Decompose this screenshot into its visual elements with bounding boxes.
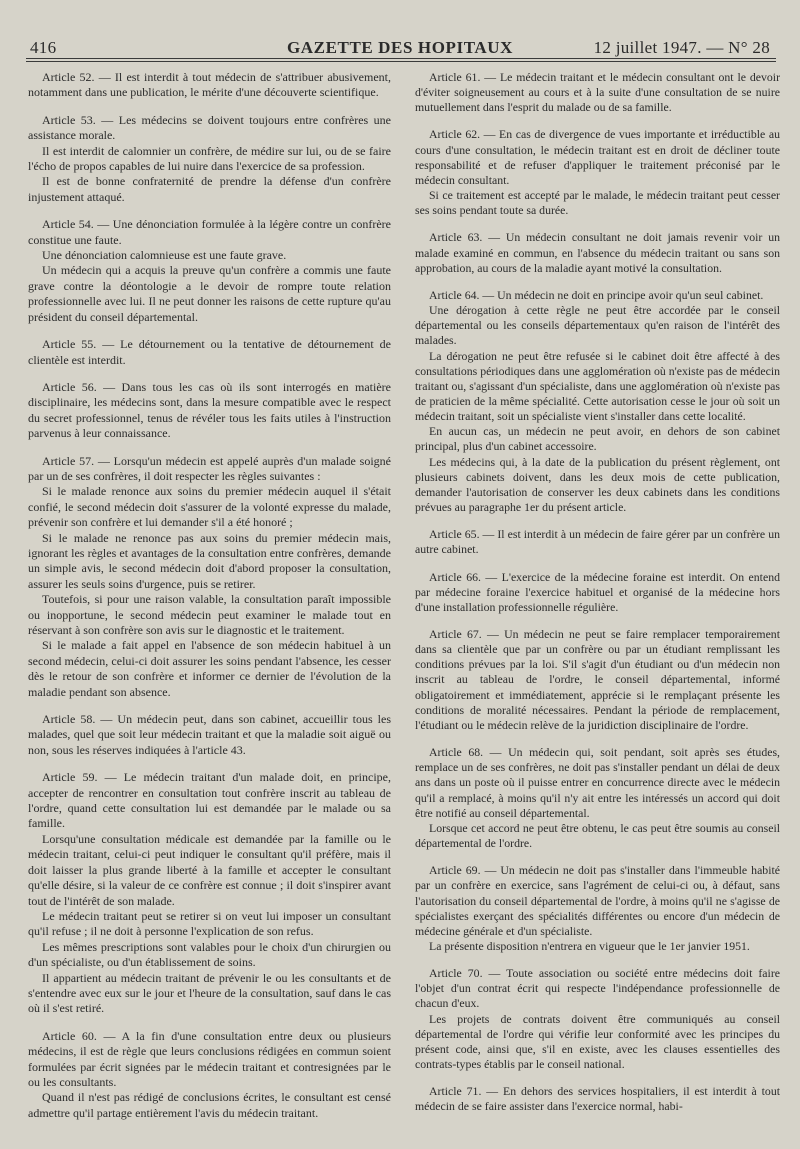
article-paragraph: Article 58. — Un médecin peut, dans son cabinet, accueillir tous les malades, quel que soit leur médecin traitant et que la maladie soit aiguë ou non, sous les réserves indiquées à l'article 43.	[28, 712, 391, 757]
body-paragraph: Le médecin traitant peut se retirer si on veut lui imposer un consultant qu'il refuse ; il ne doit à personne l'explication de son refus.	[28, 908, 391, 939]
body-paragraph: Une dérogation à cette règle ne peut être accordée par le conseil départemental ou les conseils départementaux qu'en raison de l'intérêt des malades.	[415, 303, 780, 348]
left-column	[28, 70, 391, 1121]
journal-title: GAZETTE DES HOPITAUX	[286, 38, 514, 57]
issue-date: 12 juillet 1947. — N° 28	[593, 38, 770, 57]
article-paragraph: Article 59. — Le médecin traitant d'un malade doit, en principe, accepter de rencontrer en consultation tout confrère inscrit au tableau de l'ordre, quand cette consultation lui est demandée par le malade ou sa famille.	[28, 770, 391, 831]
body-paragraph: Un médecin qui a acquis la preuve qu'un confrère a commis une faute grave contre la déontologie a le devoir de rompre toute relation professionnelle avec lui. Il ne peut donner les raisons de cette rupture qu'au président du conseil départemental.	[28, 263, 391, 324]
article-paragraph: Article 54. — Une dénonciation formulée à la légère contre un confrère constitue une faute.	[28, 217, 391, 247]
article-paragraph: Article 53. — Les médecins se doivent toujours entre confrères une assistance morale.	[28, 112, 391, 143]
header-rule-top	[26, 58, 776, 59]
page-number: 416	[30, 38, 57, 57]
article-paragraph: Article 57. — Lorsqu'un médecin est appelé auprès d'un malade soigné par un de ses confrères, il doit respecter les règles suivantes :	[28, 453, 391, 483]
body-paragraph: Si le malade a fait appel en l'absence de son médecin habituel à un second médecin, celui-ci doit assurer les soins pendant l'absence, les cesser dès le retour de son confrère et informer ce dernier de l'évolution de la maladie pendant son absence.	[28, 638, 391, 699]
article-paragraph: Article 63. — Un médecin consultant ne doit jamais revenir voir un malade examiné en commun, en l'absence du médecin traitant ou sans son approbation, au cours de la maladie ayant motivé la consultation.	[415, 230, 780, 275]
article-paragraph: Article 56. — Dans tous les cas où ils sont interrogés en matière disciplinaire, les médecins sont, dans la mesure compatible avec le respect du secret professionnel, tenus de révéler tous les faits utiles à l'instruction parvenus à leur connaissance.	[28, 379, 391, 441]
article-paragraph: Article 62. — En cas de divergence de vues importante et irréductible au cours d'une consultation, le médecin traitant est en droit de décliner toute responsabilité et de refuser d'appliquer le traitement préconisé par le médecin consultant.	[415, 127, 780, 187]
body-paragraph: Toutefois, si pour une raison valable, la consultation paraît impossible ou inopportune, le second médecin peut examiner le malade tout en réservant à son confrère son avis sur le diagnostic et le traitement.	[28, 592, 391, 637]
article-paragraph: Article 69. — Un médecin ne doit pas s'installer dans l'immeuble habité par un confrère en exercice, sans l'agrément de celui-ci ou, à défaut, sans l'autorisation du conseil départemental de l'ordre, à moins qu'il ne s'agisse de spécialistes exerçant des spécialités différentes ou encore d'un médecin de médecine générale et d'un spécialiste.	[415, 863, 780, 938]
body-paragraph: Il est de bonne confraternité de prendre la défense d'un confrère injustement attaqué.	[28, 174, 391, 204]
body-paragraph: Les projets de contrats doivent être communiqués au conseil départemental de l'ordre qui vérifie leur conformité avec les principes du présent code, ainsi que, s'il en existe, avec les clauses essentielles des contrats-types établis par le conseil national.	[415, 1011, 780, 1072]
page-header	[0, 30, 800, 57]
body-paragraph: En aucun cas, un médecin ne peut avoir, en dehors de son cabinet principal, plus d'un cabinet accessoire.	[415, 424, 780, 454]
header-rule-bottom	[26, 61, 776, 62]
body-paragraph: Si le malade ne renonce pas aux soins du premier médecin mais, ignorant les règles et avantages de la consultation entre confrères, demande un simple avis, le second médecin doit d'abord proposer la consultation, assurer les seuls soins d'urgence, puis se retirer.	[28, 530, 391, 591]
article-paragraph: Article 60. — A la fin d'une consultation entre deux ou plusieurs médecins, il est de règle que leurs conclusions rédigées en commun soient formulées par écrit signées par le médecin traitant et contresignées par le ou les consultants.	[28, 1028, 391, 1089]
article-paragraph: Article 65. — Il est interdit à un médecin de faire gérer par un confrère un autre cabinet.	[415, 527, 780, 557]
article-paragraph: Article 64. — Un médecin ne doit en principe avoir qu'un seul cabinet.	[429, 287, 764, 302]
body-paragraph: Les mêmes prescriptions sont valables pour le choix d'un chirurgien ou d'un spécialiste, ou d'un établissement de soins.	[28, 939, 391, 970]
article-paragraph: Article 67. — Un médecin ne peut se faire remplacer temporairement dans sa clientèle que par un confrère ou par un étudiant remplissant les conditions prévues par la loi. S'il s'agit d'un étudiant ou d'un médecin non inscrit au tableau de l'ordre, le conseil départemental, informé obligatoirement et immédiatement, apprécie si le remplaçant présente les conditions de moralité nécessaires. Pendant la période de remplacement, l'étudiant ou le médecin relève de la juridiction disciplinaire de l'ordre.	[415, 627, 780, 732]
body-paragraph: La dérogation ne peut être refusée si le cabinet doit être affecté à des consultations périodiques dans une agglomération où n'existe pas de médecin traitant ou, s'agissant d'un spécialiste, dans une agglomération où n'existe pas de praticien de la même spécialité. Cette autorisation cesse le jour où soit un médecin traitant, soit un spécialiste vient s'installer dans cette localité.	[415, 348, 780, 424]
body-paragraph: Quand il n'est pas rédigé de conclusions écrites, le consultant est censé admettre qu'il partage entièrement l'avis du médecin traitant.	[28, 1090, 391, 1120]
article-paragraph: Article 66. — L'exercice de la médecine foraine est interdit. On entend par médecine foraine l'exercice habituel et organisé de la médecine hors d'une installation professionnelle régulière.	[415, 569, 780, 614]
article-paragraph: Article 55. — Le détournement ou la tentative de détournement de clientèle est interdit.	[28, 337, 391, 367]
body-paragraph: Lorsque cet accord ne peut être obtenu, le cas peut être soumis au conseil départemental de l'ordre.	[415, 820, 780, 851]
body-paragraph: Il est interdit de calomnier un confrère, de médire sur lui, ou de se faire l'écho de propos capables de lui nuire dans l'exercice de sa profession.	[28, 143, 391, 174]
body-paragraph: Si ce traitement est accepté par le malade, le médecin traitant peut cesser ses soins pendant toute sa durée.	[415, 188, 780, 218]
article-paragraph: Article 71. — En dehors des services hospitaliers, il est interdit à tout médecin de se faire assister dans l'exercice normal, habi-	[415, 1084, 780, 1114]
body-paragraph: Une dénonciation calomnieuse est une faute grave.	[42, 248, 287, 263]
right-column	[415, 70, 780, 1115]
article-paragraph: Article 70. — Toute association ou société entre médecins doit faire l'objet d'un contrat écrit qui respecte l'indépendance professionnelle de chacun d'eux.	[415, 966, 780, 1011]
article-paragraph: Article 52. — Il est interdit à tout médecin de s'attribuer abusivement, notamment dans une publication, le mérite d'une découverte scientifique.	[28, 70, 391, 100]
body-paragraph: Si le malade renonce aux soins du premier médecin auquel il s'était confié, le second médecin doit s'assurer de la volonté expresse du malade, prévenir son confrère et lui demander s'il a été honoré ;	[28, 484, 391, 530]
body-paragraph: La présente disposition n'entrera en vigueur que le 1er janvier 1951.	[429, 938, 750, 953]
article-paragraph: Article 61. — Le médecin traitant et le médecin consultant ont le devoir d'éviter soigneusement au cours et à la suite d'une consultation de se nuire mutuellement dans l'esprit du malade ou de sa famille.	[415, 70, 780, 115]
body-paragraph: Les médecins qui, à la date de la publication du présent règlement, ont plusieurs cabinets doivent, dans les deux mois de cette publication, demander l'autorisation de conserver les deux cabinets dans les conditions prévues au paragraphe 1er du présent article.	[415, 454, 780, 515]
article-paragraph: Article 68. — Un médecin qui, soit pendant, soit après ses études, remplace un de ses confrères, ne doit pas s'installer pendant un délai de deux ans dans un poste où il puisse entrer en concurrence directe avec le médecin qu'il a remplacé, à moins qu'il n'y ait entre les intéressés un accord qui doit être notifié au conseil départemental.	[415, 745, 780, 820]
body-paragraph: Il appartient au médecin traitant de prévenir le ou les consultants et de s'entendre avec eux sur le jour et l'heure de la consultation, sauf dans le cas où il s'est retiré.	[28, 970, 391, 1016]
body-paragraph: Lorsqu'une consultation médicale est demandée par la famille ou le médecin traitant, celui-ci peut indiquer le consultant qu'il préfère, mais il doit laisser la plus grande liberté à la famille et accepter le consultant qu'elle désire, si la valeur de ce confrère est connue ; il doit s'inspirer avant tout de l'intérêt de son malade.	[28, 831, 391, 908]
